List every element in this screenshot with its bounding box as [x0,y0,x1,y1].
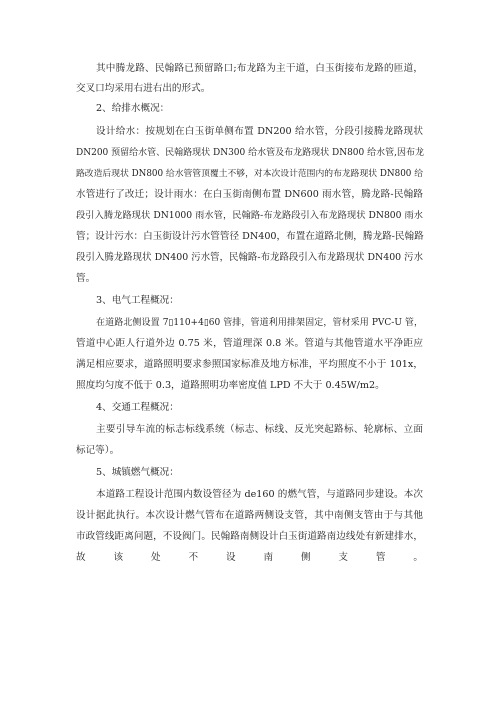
body-text-line: 路改造后现状 DN800 给水管管顶覆土不够，对本次设计范围内的布龙路现状 DN800 给 [76,169,423,179]
body-text-line: 管；设计污水：白玉街设计污水管管径 DN400，布置在道路北侧，腾龙路-民翰路 [76,231,424,242]
body-text-line: 交叉口均采用右进右出的形式。 [76,83,211,94]
body-text-line: 市政管线距离问题，不设阀门。民翰路南侧设计白玉街道路南边线处有新建排水， [76,531,423,542]
body-text-line: 段引入腾龙路现状 DN1000 雨水管，民翰路-布龙路段引入布龙路现状 DN800 雨水 [76,210,423,221]
section-heading: 4、交通工程概况： [96,402,179,413]
body-text-line: 其中腾龙路、民翰路已预留路口;布龙路为主干道，白玉街接布龙路的匝道， [96,63,423,74]
body-text-line: 故该处不设南侧支管。 [76,552,423,563]
body-text-line: 管。 [76,273,96,284]
section-heading: 2、给排水概况： [96,103,170,114]
body-text-line: 水管进行了改迁；设计雨水：在白玉街南侧布置 DN600 雨水管，腾龙路-民翰路 [76,189,423,200]
body-text-line: 标记等）。 [76,445,120,456]
body-text-line: 满足相应要求，道路照明要求参照国家标准及地方标准，平均照度不小于 101x， [76,359,423,370]
body-text-line: 管道中心距人行道外边 0.75 米，管道理深 0.8 米。管道与其他管道水平净距应 [76,338,423,349]
body-text-line: 本道路工程设计范围内数设管径为 de160 的燃气管，与道路同步建设。本次 [96,489,423,500]
body-text-line: 在道路北侧设置 7▯110+4▯60 管排，管道利用排架固定，管材采用 PVC-U 管， [96,318,423,328]
section-heading: 3、电气工程概况： [96,295,179,306]
body-text-line: 主要引导车流的标志标线系统（标志、标线、反光突起路标、轮廓标、立面 [96,424,423,435]
body-text-line: 设计给水：按规划在白玉街单侧布置 DN200 给水管，分段引接腾龙路现状 [96,126,423,137]
body-text-line: 段引入腾龙路现状 DN400 污水管，民翰路-布龙路段引入布龙路现状 DN400 污水 [76,252,423,263]
body-text-line: 设计据此执行。本次设计燃气管布在道路两侧设支管，其中南侧支管由于与其他 [76,510,423,521]
section-heading: 5、城镇燃气概况： [96,467,179,478]
body-text-line: DN200 预留给水管、民翰路现状 DN300 给水管及布龙路现状 DN800 给水管,因布龙 [76,148,424,158]
body-text-line: 照度均匀度不低于 0.3，道路照明功率密度值 LPD 不大于 0.45W/m2。 [76,380,385,391]
